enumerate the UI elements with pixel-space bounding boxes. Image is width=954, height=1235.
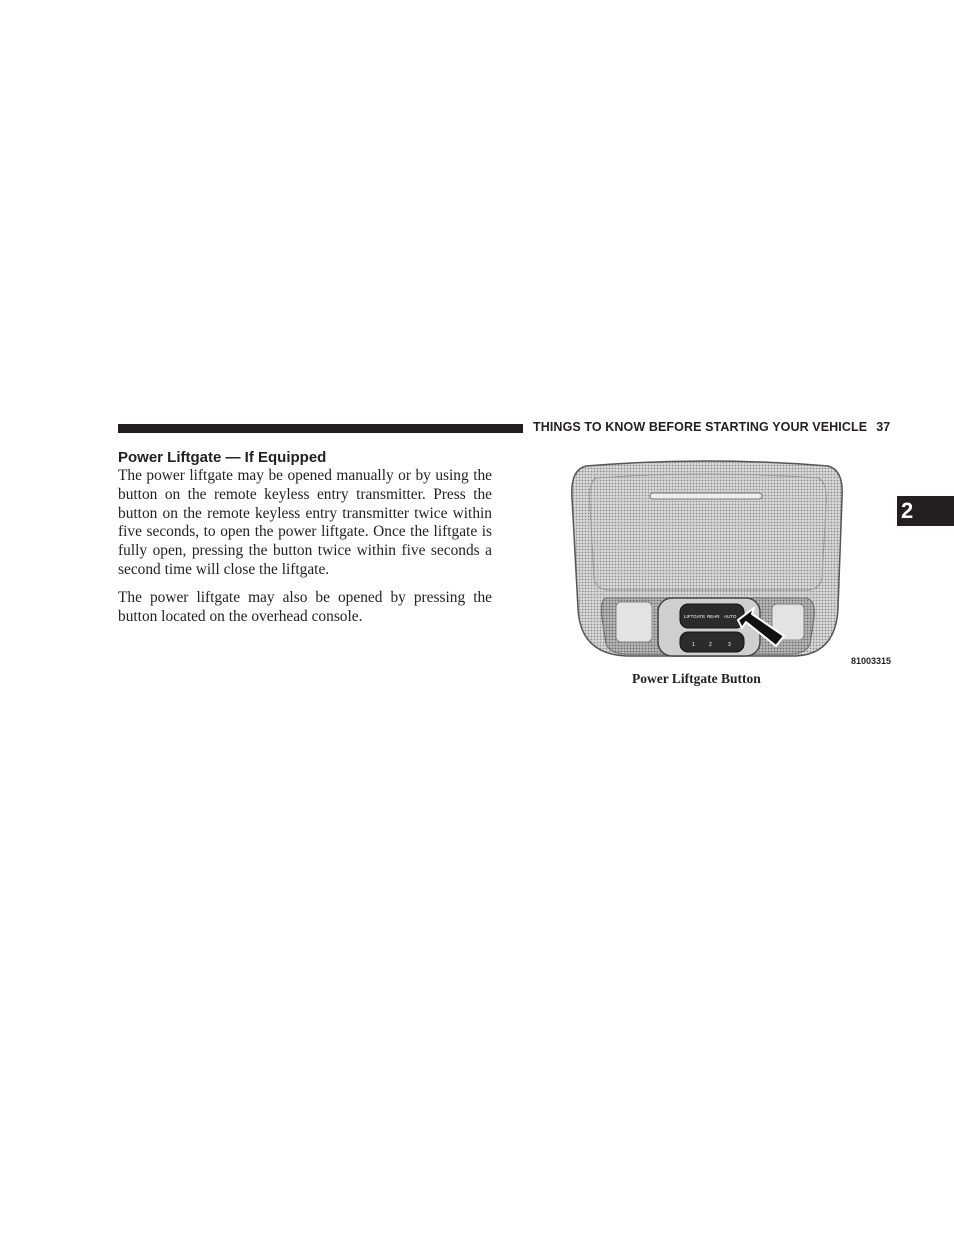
lower-label: 3 xyxy=(728,642,731,648)
liftgate-button-label: LIFTGATE xyxy=(684,614,706,619)
header-section-title: THINGS TO KNOW BEFORE STARTING YOUR VEHICLE xyxy=(533,420,868,434)
rear-button-label: REAR xyxy=(707,614,720,619)
header-rule xyxy=(118,424,523,433)
figure-code: 81003315 xyxy=(851,656,892,666)
figure-caption: Power Liftgate Button xyxy=(632,671,761,686)
lower-label: 2 xyxy=(709,642,712,648)
overhead-console-illustration xyxy=(566,458,846,660)
body-paragraph: The power liftgate may be opened manually or by using the button on the remote keyless entry transmitter. Press the button on the remote keyless entry transmitter twice within five seconds, to open the power liftgate. Once the liftgate is fully open, pressing the button twice within five seconds a second time will close the liftgate. xyxy=(118,467,492,578)
auto-button-label: AUTO xyxy=(724,614,737,619)
page-number: 37 xyxy=(876,420,891,434)
chapter-tab: 2 xyxy=(897,496,954,526)
lower-label: 1 xyxy=(692,642,695,648)
lower-switch-panel xyxy=(680,632,744,652)
running-header xyxy=(533,420,893,434)
section-title: Power Liftgate — If Equipped xyxy=(118,449,327,466)
body-paragraph: The power liftgate may also be opened by pressing the button located on the overhead console. xyxy=(118,589,492,625)
